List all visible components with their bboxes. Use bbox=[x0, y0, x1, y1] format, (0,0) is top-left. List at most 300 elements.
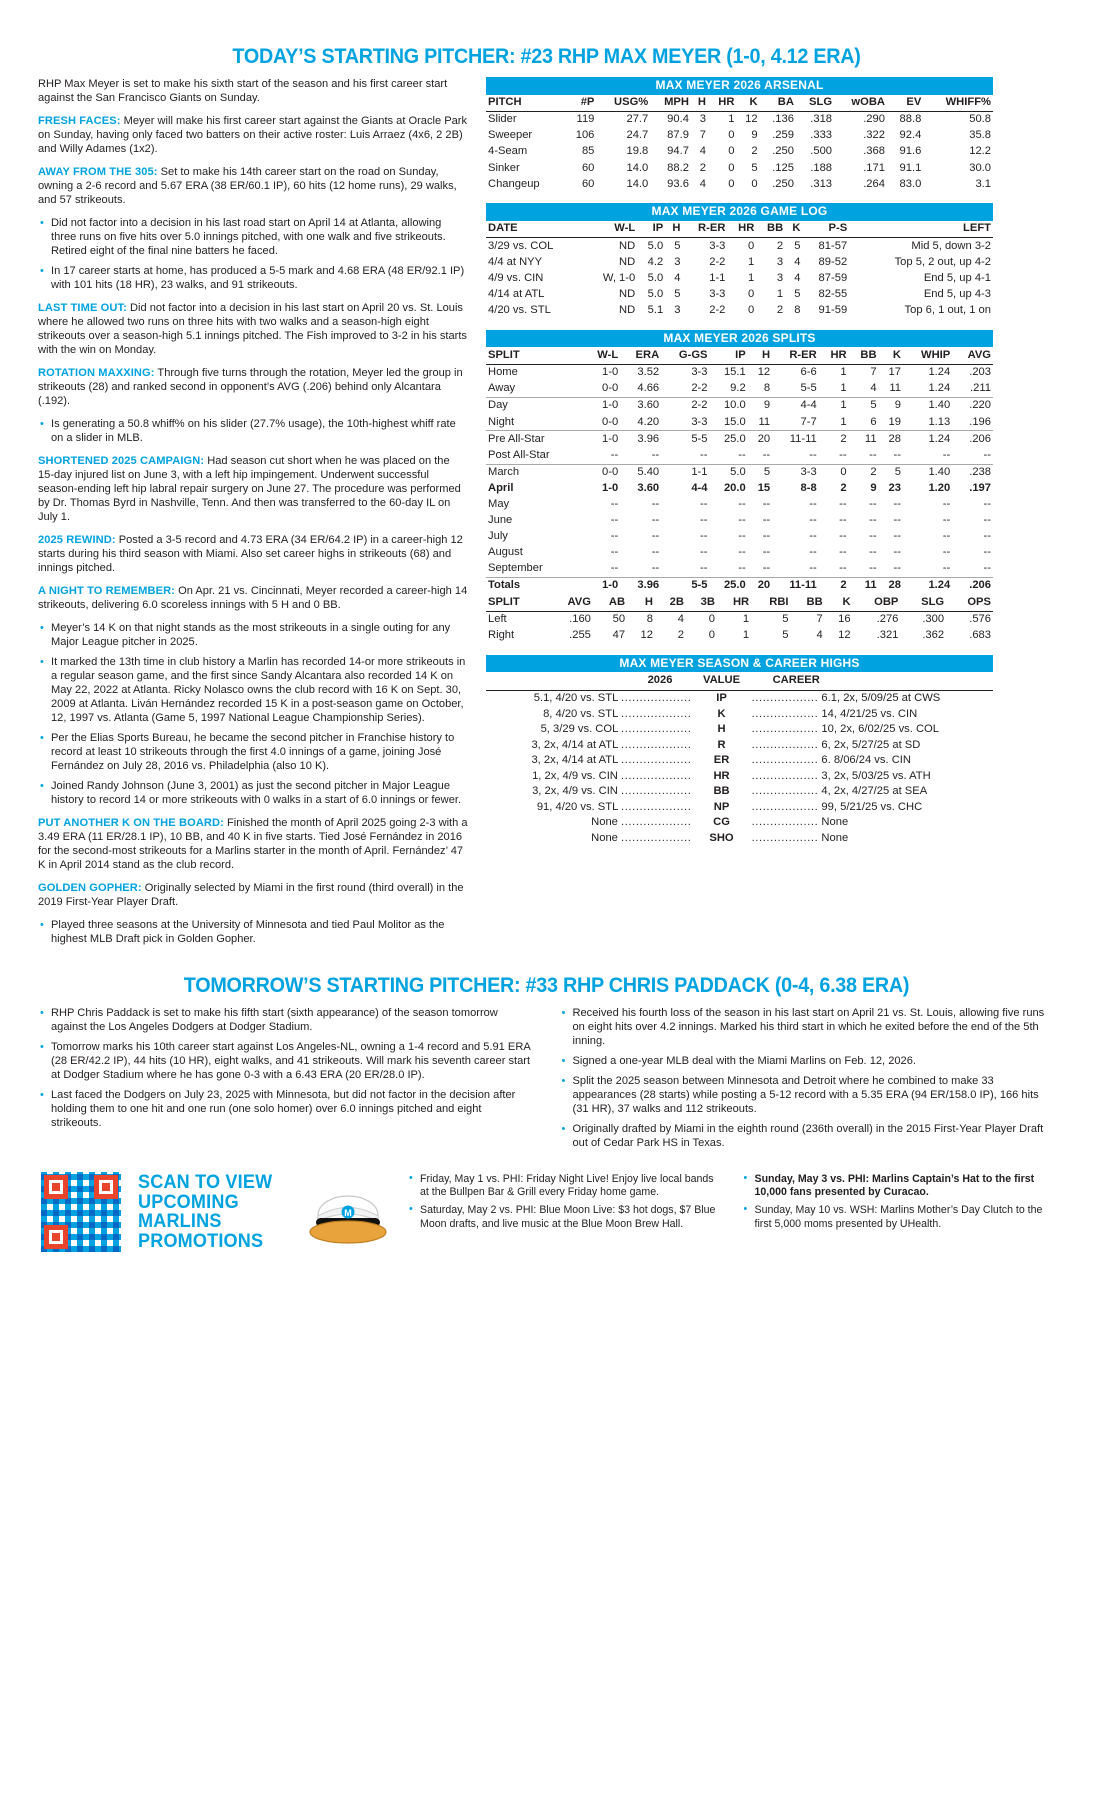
table-row bbox=[486, 464, 993, 481]
table-cell: 11 bbox=[748, 414, 772, 431]
table-cell: 0 bbox=[728, 161, 735, 174]
table-cell: 81-57 bbox=[818, 239, 848, 252]
table-cell: -- bbox=[849, 447, 879, 464]
leader-dots: ................... bbox=[621, 769, 692, 782]
high-career-value: .................. 99, 5/21/25 vs. CHC bbox=[751, 800, 923, 813]
table-cell: -- bbox=[879, 561, 903, 578]
shortened-2025-paragraph bbox=[38, 454, 468, 524]
table-cell: 2 bbox=[776, 239, 784, 252]
scan-line-3: MARLINS bbox=[138, 1211, 222, 1232]
table-cell: 1-0 bbox=[602, 432, 619, 445]
leader-dots: ................... bbox=[621, 723, 692, 736]
table-cell: 1-0 bbox=[583, 578, 620, 595]
table-cell: 3.60 bbox=[637, 399, 660, 412]
high-stat-label: R bbox=[717, 738, 726, 751]
column-header: H bbox=[665, 221, 682, 238]
leader-dots: .................. bbox=[751, 692, 819, 705]
list-item: • Is generating a 50.8 whiff% on his slider (27.7% usage), the 10th-highest whiff rate on a slider in MLB. bbox=[38, 417, 468, 445]
high-career-value: .................. 6, 2x, 5/27/25 at SD bbox=[751, 738, 921, 751]
high-stat-label: NP bbox=[713, 800, 730, 813]
table-cell: -- bbox=[879, 447, 903, 464]
table-cell: -- bbox=[893, 497, 901, 510]
table-row bbox=[486, 144, 993, 160]
last-time-out-text: Did not factor into a decision in his last start on April 20 vs. St. Louis where he allowed two runs on three hits with two walks and a season-high eight strikeouts over a season-high 5.1 innings pitched. The Fish improved to 3-2 in his starts with the win on Monday. bbox=[38, 302, 467, 356]
table-cell: 2 bbox=[699, 161, 706, 174]
leader-dots: .................. bbox=[751, 785, 819, 798]
table-cell: 3 bbox=[699, 113, 706, 126]
table-cell: 1 bbox=[728, 113, 735, 126]
column-header: AVG bbox=[546, 594, 592, 611]
table-cell: 5.1 bbox=[647, 304, 664, 317]
table-cell: .259 bbox=[772, 129, 794, 142]
table-cell: 20.0 bbox=[723, 481, 746, 494]
table-cell: End 5, up 4-1 bbox=[923, 271, 991, 284]
table-cell: 92.4 bbox=[899, 129, 922, 142]
table-cell: -- bbox=[903, 561, 952, 578]
high-season-value: 3, 2x, 4/14 at ATL ................... bbox=[531, 754, 692, 767]
table-cell: .160 bbox=[569, 613, 591, 626]
table-cell: .322 bbox=[863, 129, 885, 142]
table-cell: 2-2 bbox=[709, 304, 726, 317]
table-cell: 25.0 bbox=[710, 578, 748, 595]
column-header: IP bbox=[637, 221, 665, 238]
leader-dots: ................... bbox=[621, 785, 692, 798]
table-cell: 5 bbox=[870, 399, 877, 412]
gopher-bullet-list bbox=[38, 918, 468, 946]
table-cell: 47 bbox=[612, 629, 626, 642]
high-career-value: .................. 6.1, 2x, 5/09/25 at CWS bbox=[751, 692, 941, 705]
high-stat-label: IP bbox=[716, 692, 727, 705]
column-header: SLG bbox=[900, 594, 946, 611]
table-cell: -- bbox=[983, 497, 991, 510]
table-cell: .500 bbox=[810, 145, 833, 158]
table-row bbox=[486, 160, 993, 176]
table-cell: .362 bbox=[922, 629, 945, 642]
table-row bbox=[486, 381, 993, 398]
night-to-remember-text: On Apr. 21 vs. Cincinnati, Meyer recorded a career-high 14 strikeouts, delivering 6.0 scoreless innings with 5 H and 0 BB. bbox=[38, 585, 468, 611]
table-cell: -- bbox=[942, 530, 951, 543]
table-cell: 87.9 bbox=[667, 129, 689, 142]
table-cell: End 5, up 4-3 bbox=[923, 288, 991, 301]
promo-right-list bbox=[743, 1173, 1056, 1231]
table-cell: 25.0 bbox=[723, 432, 746, 445]
table-cell: 27.7 bbox=[626, 113, 649, 126]
career-highs-table bbox=[486, 672, 993, 846]
fresh-faces-paragraph bbox=[38, 114, 468, 156]
high-season-value: 3, 2x, 4/9 vs. CIN ................... bbox=[532, 785, 692, 798]
column-header: R-ER bbox=[772, 347, 819, 364]
table-cell: .313 bbox=[810, 177, 833, 190]
high-season-value: None ................... bbox=[591, 816, 692, 829]
column-header: BB bbox=[791, 594, 825, 611]
table-cell: 0-0 bbox=[583, 414, 620, 431]
table-cell: -- bbox=[651, 546, 660, 559]
table-cell: 20 bbox=[748, 578, 772, 595]
table-cell: 5.0 bbox=[730, 465, 746, 478]
tomorrow-left-column bbox=[38, 1006, 534, 1159]
golden-gopher-lead: GOLDEN GOPHER: bbox=[38, 882, 142, 894]
leader-dots: .................. bbox=[751, 769, 819, 782]
table-cell: 5 bbox=[674, 288, 681, 301]
table-cell: -- bbox=[762, 530, 771, 543]
column-header: H bbox=[748, 347, 772, 364]
column-header: 2026 bbox=[486, 672, 694, 690]
column-header: K bbox=[825, 594, 853, 611]
table-cell: -- bbox=[893, 514, 901, 527]
table-cell: Pre All-Star bbox=[488, 432, 545, 445]
high-career-value: .................. 14, 4/21/25 vs. CIN bbox=[751, 707, 918, 720]
table-row bbox=[486, 545, 993, 561]
table-cell: -- bbox=[661, 447, 709, 464]
table-cell: 4.20 bbox=[620, 414, 661, 431]
table-cell: 0-0 bbox=[602, 465, 619, 478]
table-cell: -- bbox=[651, 514, 660, 527]
column-header: VALUE bbox=[694, 672, 748, 690]
table-cell: -- bbox=[819, 447, 849, 464]
table-cell: 10.0 bbox=[723, 399, 746, 412]
table-cell: -- bbox=[738, 546, 746, 559]
table-cell: 5.0 bbox=[647, 271, 664, 284]
table-row bbox=[486, 561, 993, 578]
list-item: • Did not factor into a decision in his last road start on April 14 at Atlanta, allowing three runs on five hits over 5.0 innings pitched, with one walk and five strikeouts. Retired eight of the final nine batters he faced. bbox=[38, 216, 468, 258]
leader-dots: .................. bbox=[751, 754, 819, 767]
table-cell: 1 bbox=[840, 366, 847, 379]
table-cell: Sinker bbox=[488, 161, 520, 174]
table-cell: 2 bbox=[819, 578, 849, 595]
table-cell: 14.0 bbox=[626, 161, 649, 174]
table-cell: 5 bbox=[782, 613, 789, 626]
high-career-value: .................. None bbox=[751, 831, 849, 844]
table-cell: 3-3 bbox=[800, 465, 817, 478]
table-cell: 88.2 bbox=[667, 161, 689, 174]
column-header: BA bbox=[760, 95, 796, 112]
column-header: AB bbox=[593, 594, 627, 611]
table-cell: 1.13 bbox=[903, 414, 952, 431]
table-cell: 1-1 bbox=[691, 465, 708, 478]
away-from-the-305-text: Set to make his 14th career start on the road on Sunday, owning a 2-6 record and 5.67 ERA (38 ER/60.1 IP), 60 hits (12 home runs), 29 walks, and 57 strikeouts. bbox=[38, 166, 457, 206]
table-cell: 4 bbox=[816, 629, 823, 642]
high-career-value: .................. 6. 8/06/24 vs. CIN bbox=[751, 754, 911, 767]
table-cell: 17 bbox=[888, 366, 901, 379]
table-cell: -- bbox=[762, 497, 771, 510]
table-cell: -- bbox=[651, 530, 660, 543]
table-cell: 1-0 bbox=[602, 399, 619, 412]
table-cell: 1-0 bbox=[602, 366, 619, 379]
promo-left-column bbox=[408, 1173, 721, 1236]
table-row bbox=[486, 287, 993, 303]
table-cell: 4-Seam bbox=[488, 145, 528, 158]
table-cell: 3.60 bbox=[637, 481, 660, 494]
table-cell: September bbox=[486, 561, 583, 578]
promo-bold-text: Sunday, May 3 vs. PHI: Marlins Captain’s Hat to the first 10,000 fans presented by Curacao. bbox=[754, 1173, 1035, 1199]
table-cell: 91.1 bbox=[899, 161, 922, 174]
table-cell: 2-2 bbox=[691, 399, 708, 412]
table-cell: 1.24 bbox=[928, 366, 951, 379]
table-cell: 2-2 bbox=[661, 381, 709, 398]
table-cell: 2-2 bbox=[709, 255, 726, 268]
qr-eye-top-right-icon bbox=[94, 1175, 118, 1199]
high-career-value: .................. None bbox=[751, 816, 849, 829]
gamelog-table-title: MAX MEYER 2026 GAME LOG bbox=[486, 203, 993, 221]
table-cell: .576 bbox=[969, 613, 991, 626]
table-cell: Away bbox=[486, 381, 583, 398]
table-cell: 4 bbox=[849, 381, 879, 398]
golden-gopher-text: Originally selected by Miami in the first round (third overall) in the 2019 First-Year Player Draft. bbox=[38, 882, 464, 908]
table-cell: -- bbox=[903, 447, 952, 464]
today-starting-pitcher-heading: TODAY’S STARTING PITCHER: #23 RHP MAX MEYER (1-0, 4.12 ERA) bbox=[232, 44, 861, 68]
leader-dots: ................... bbox=[621, 692, 692, 705]
rotation-maxxing-paragraph bbox=[38, 366, 468, 408]
table-cell: 83.0 bbox=[899, 177, 922, 190]
table-row bbox=[486, 628, 993, 644]
shortened-2025-lead: SHORTENED 2025 CAMPAIGN: bbox=[38, 455, 205, 467]
table-cell: 0-0 bbox=[583, 381, 620, 398]
table-cell: -- bbox=[772, 447, 819, 464]
table-cell: 1 bbox=[776, 288, 784, 301]
qr-eye-bottom-left-icon bbox=[44, 1225, 68, 1249]
table-cell: .203 bbox=[969, 366, 991, 379]
column-header: OBP bbox=[853, 594, 901, 611]
table-cell: 28 bbox=[888, 432, 901, 445]
table-cell: .264 bbox=[863, 177, 885, 190]
table-cell: 3.96 bbox=[637, 432, 660, 445]
table-cell: 2 bbox=[870, 465, 877, 478]
list-item: • Split the 2025 season between Minnesota and Detroit where he combined to make 33 appearances (28 starts) while posting a 5-12 record with a 5.35 ERA (94 ER/158.0 IP), 166 hits (31 HR), 37 walks and 112 strikeouts. bbox=[560, 1074, 1056, 1116]
promotions-strip bbox=[0, 1159, 1093, 1255]
table-cell: 4/4 at NYY bbox=[488, 255, 543, 268]
table-cell: 2 bbox=[751, 145, 758, 158]
table-cell: -- bbox=[762, 546, 771, 559]
high-stat-label: ER bbox=[713, 754, 730, 767]
table-cell: .321 bbox=[876, 629, 899, 642]
high-season-value: 5, 3/29 vs. COL ................... bbox=[540, 723, 692, 736]
high-stat-label: HR bbox=[713, 769, 730, 782]
table-cell: Post All-Star bbox=[486, 447, 583, 464]
table-row bbox=[486, 112, 993, 129]
tomorrow-left-bullets bbox=[38, 1006, 534, 1130]
list-item: • It marked the 13th time in club history a Marlin has recorded 14-or more strikeouts in a regular season game, and the first since Sandy Alcantara also recorded 14 K on May 22, 2022 at Atlanta. Ricky Nolasco owns the club record with 16 K on Sept. 30, 2009 at Atlanta. Liván Hernández recorded 15 K in a post-season game on October, 12, 1997 vs. Atlanta (Game 5, 1997 National League Championship Series). bbox=[38, 655, 468, 725]
table-cell: .250 bbox=[772, 145, 794, 158]
table-row bbox=[486, 481, 993, 497]
column-header: 2B bbox=[655, 594, 686, 611]
table-cell: .255 bbox=[569, 629, 591, 642]
high-stat-label: K bbox=[717, 707, 726, 720]
table-cell: 94.7 bbox=[667, 145, 689, 158]
night-to-remember-lead: A NIGHT TO REMEMBER: bbox=[38, 585, 175, 597]
table-cell: -- bbox=[893, 530, 901, 543]
column-header: SPLIT bbox=[486, 594, 546, 611]
table-cell: -- bbox=[952, 561, 993, 578]
column-header: RBI bbox=[751, 594, 790, 611]
table-cell: 93.6 bbox=[667, 177, 689, 190]
table-cell: 1 bbox=[748, 271, 755, 284]
table-cell: 90.4 bbox=[667, 113, 689, 126]
table-cell: 8-8 bbox=[800, 481, 817, 494]
table-cell: 106 bbox=[575, 129, 595, 142]
table-cell: 7 bbox=[816, 613, 823, 626]
tomorrow-right-bullets bbox=[560, 1006, 1056, 1150]
table-cell: May bbox=[488, 497, 510, 510]
list-item: • Per the Elias Sports Bureau, he became the second pitcher in Franchise history to record at least 10 strikeouts through the first 4.0 innings of a game, joining José Fernández on July 28, 2016 vs. Philadelphia (also 10 K). bbox=[38, 731, 468, 773]
table-cell: -- bbox=[610, 546, 619, 559]
career-highs-title: MAX MEYER SEASON & CAREER HIGHS bbox=[486, 655, 993, 673]
table-cell: 4 bbox=[677, 613, 684, 626]
column-header: CAREER bbox=[749, 672, 993, 690]
table-cell: .220 bbox=[969, 399, 991, 412]
career-highs-block bbox=[486, 655, 993, 846]
table-cell: .206 bbox=[952, 578, 993, 595]
away-from-the-305-paragraph bbox=[38, 165, 468, 207]
table-cell: June bbox=[488, 514, 513, 527]
leader-dots: .................. bbox=[751, 723, 819, 736]
table-cell: -- bbox=[809, 514, 817, 527]
svg-text:M: M bbox=[344, 1208, 352, 1218]
table-cell: .333 bbox=[810, 129, 833, 142]
table-cell: 1.24 bbox=[928, 432, 951, 445]
list-item: • In 17 career starts at home, has produced a 5-5 mark and 4.68 ERA (48 ER/92.1 IP) with 101 hits (18 HR), 23 walks, and 91 strikeouts. bbox=[38, 264, 468, 292]
table-cell: Top 6, 1 out, 1 on bbox=[904, 304, 991, 317]
table-cell: .125 bbox=[772, 161, 794, 174]
table-cell: 3-3 bbox=[691, 366, 708, 379]
table-cell: 60 bbox=[581, 177, 595, 190]
table-cell: 0 bbox=[748, 239, 755, 252]
table-cell: 5 bbox=[763, 465, 771, 478]
table-cell: 5 bbox=[674, 239, 681, 252]
list-item: • Last faced the Dodgers on July 23, 2025 with Minnesota, but did not factor in the decision after holding them to one hit and one run (one solo homer) over 6.0 innings pitched and eight strikeouts. bbox=[38, 1088, 534, 1130]
table-cell: 4/14 at ATL bbox=[488, 288, 545, 301]
qr-code-icon[interactable] bbox=[38, 1169, 124, 1255]
table-row bbox=[486, 398, 993, 415]
table-cell: -- bbox=[583, 561, 620, 578]
table-cell: 5 bbox=[794, 288, 801, 301]
table-cell: 7 bbox=[699, 129, 706, 142]
table-cell: -- bbox=[700, 497, 708, 510]
table-cell: 5-5 bbox=[691, 432, 708, 445]
table-cell: .171 bbox=[863, 161, 885, 174]
table-cell: 14.0 bbox=[626, 177, 649, 190]
high-season-value: 5.1, 4/20 vs. STL ................... bbox=[533, 692, 692, 705]
table-cell: 5.40 bbox=[637, 465, 660, 478]
table-header-row bbox=[486, 347, 993, 364]
column-header: R-ER bbox=[683, 221, 728, 238]
table-cell: 11 bbox=[864, 432, 877, 445]
column-header: HR bbox=[717, 594, 751, 611]
list-item: • Signed a one-year MLB deal with the Miami Marlins on Feb. 12, 2026. bbox=[560, 1054, 1056, 1068]
column-header: BB bbox=[849, 347, 879, 364]
column-header: P-S bbox=[802, 221, 849, 238]
column-header: HR bbox=[708, 95, 736, 112]
column-header: IP bbox=[710, 347, 748, 364]
table-cell: -- bbox=[772, 561, 819, 578]
column-header: HR bbox=[819, 347, 849, 364]
list-item: • Sunday, May 10 vs. WSH: Marlins Mother’s Day Clutch to the first 5,000 moms presented by UHealth. bbox=[743, 1204, 1056, 1230]
column-header: PITCH bbox=[486, 95, 564, 112]
table-cell: 4.2 bbox=[647, 255, 664, 268]
promo-left-list bbox=[408, 1173, 721, 1231]
rotation-maxxing-text: Through five turns through the rotation, Meyer led the group in strikeouts (28) and ranked second in opponent’s AVG (.206) behind only Alcantara (.192). bbox=[38, 367, 463, 407]
table-cell: 9 bbox=[763, 399, 771, 412]
table-cell: 0 bbox=[748, 304, 755, 317]
column-header: 3B bbox=[686, 594, 717, 611]
table-row bbox=[486, 690, 993, 706]
table-cell: -- bbox=[748, 561, 772, 578]
table-cell: -- bbox=[748, 447, 772, 464]
night-to-remember-paragraph bbox=[38, 584, 468, 612]
table-cell: 8 bbox=[748, 381, 772, 398]
table-cell: -- bbox=[869, 530, 877, 543]
column-header: EV bbox=[887, 95, 923, 112]
column-header: #P bbox=[564, 95, 596, 112]
table-cell: 82-55 bbox=[818, 288, 848, 301]
table-cell: -- bbox=[869, 546, 877, 559]
leader-dots: .................. bbox=[751, 800, 819, 813]
table-cell: 119 bbox=[576, 113, 595, 126]
table-cell: -- bbox=[942, 497, 951, 510]
table-row bbox=[486, 176, 993, 192]
gamelog-table bbox=[486, 221, 993, 319]
table-cell: W, 1-0 bbox=[602, 271, 636, 284]
table-cell: .197 bbox=[969, 481, 991, 494]
high-stat-label: H bbox=[717, 723, 726, 736]
table-cell: -- bbox=[809, 546, 817, 559]
promo-right-column bbox=[743, 1173, 1056, 1236]
high-season-value: 3, 2x, 4/14 at ATL ................... bbox=[531, 738, 692, 751]
table-cell: 19 bbox=[879, 414, 903, 431]
high-season-value: 8, 4/20 vs. STL ................... bbox=[543, 707, 692, 720]
table-cell: 11-11 bbox=[789, 432, 817, 445]
table-cell: -- bbox=[620, 447, 661, 464]
table-cell: April bbox=[488, 481, 514, 494]
column-header: SLG bbox=[796, 95, 834, 112]
table-cell: -- bbox=[839, 530, 847, 543]
table-cell: 11-11 bbox=[772, 578, 819, 595]
table-cell: 1 bbox=[840, 399, 847, 412]
golden-gopher-paragraph bbox=[38, 881, 468, 909]
table-cell: -- bbox=[893, 546, 901, 559]
table-cell: 15.0 bbox=[710, 414, 748, 431]
high-stat-label: SHO bbox=[709, 831, 734, 844]
column-header: AVG bbox=[952, 347, 993, 364]
column-header: K bbox=[879, 347, 903, 364]
scan-line-4: PROMOTIONS bbox=[138, 1230, 264, 1252]
table-cell: 5.0 bbox=[647, 288, 664, 301]
leader-dots: .................. bbox=[751, 738, 819, 751]
table-cell: 5 bbox=[782, 629, 789, 642]
leader-dots: ................... bbox=[621, 816, 692, 829]
table-cell: 2 bbox=[776, 304, 784, 317]
column-header: WHIFF% bbox=[923, 95, 993, 112]
qr-eye-top-left-icon bbox=[44, 1175, 68, 1199]
column-header: K bbox=[736, 95, 759, 112]
table-cell: .188 bbox=[810, 161, 833, 174]
column-header: ERA bbox=[620, 347, 661, 364]
table-cell: ND bbox=[619, 304, 636, 317]
table-cell: .196 bbox=[952, 414, 993, 431]
table-cell: 0 bbox=[840, 465, 847, 478]
column-header: SPLIT bbox=[486, 347, 583, 364]
table-cell: 1 bbox=[748, 255, 755, 268]
table-cell: -- bbox=[762, 514, 771, 527]
table-cell: -- bbox=[983, 530, 991, 543]
scan-to-view-text bbox=[138, 1169, 281, 1251]
table-cell: 3 bbox=[674, 304, 681, 317]
table-row bbox=[486, 431, 993, 448]
today-editorial-column bbox=[38, 77, 468, 955]
leader-dots: ................... bbox=[621, 800, 692, 813]
table-cell: Home bbox=[488, 366, 518, 379]
column-header: HR bbox=[727, 221, 756, 238]
away-bullet-list bbox=[38, 216, 468, 292]
